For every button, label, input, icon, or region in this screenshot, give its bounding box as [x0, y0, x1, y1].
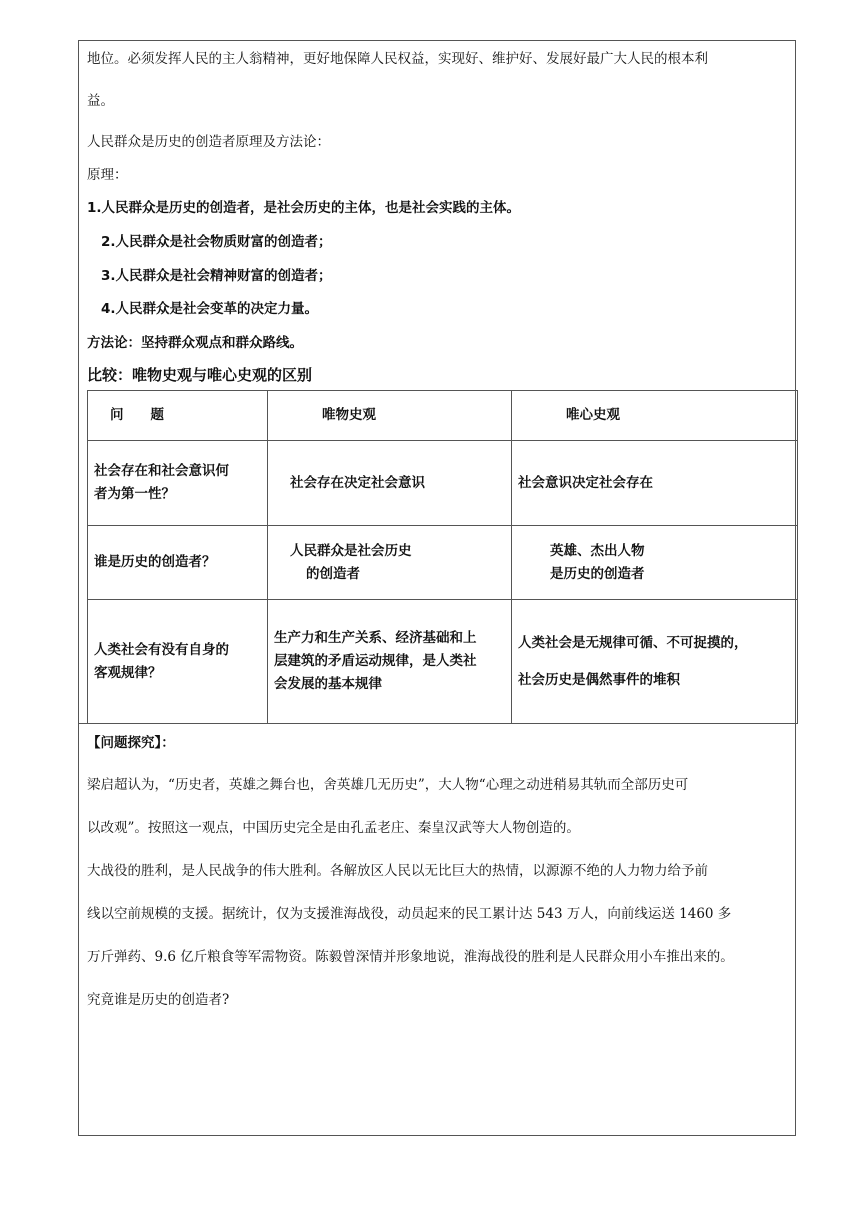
row2-materialism-line-1: 人民群众是社会历史	[290, 542, 412, 559]
principle-label: 原理：	[87, 167, 128, 183]
row2-idealism-line-1: 英雄、杰出人物	[550, 542, 645, 559]
section-divider	[79, 723, 795, 724]
row3-idealism	[512, 600, 798, 724]
inquiry-line-2: 以改观”。按照这一观点，中国历史完全是由孔孟老庄、秦皇汉武等大人物创造的。	[87, 820, 580, 836]
row2-idealism	[512, 526, 798, 600]
inquiry-line-6: 究竟谁是历史的创造者?	[87, 992, 230, 1008]
inquiry-line-5: 万斤弹药、9.6 亿斤粮食等军需物资。陈毅曾深情并形象地说，淮海战役的胜利是人民群众用小车推出来的。	[87, 949, 734, 965]
principle-item-4: 4.人民群众是社会变革的决定力量。	[101, 301, 319, 317]
row3-materialism-line-1: 生产力和生产关系、经济基础和上	[274, 630, 477, 646]
row1-question	[88, 441, 268, 526]
table-row	[88, 441, 798, 526]
principle-item-1: 1.人民群众是历史的创造者，是社会历史的主体，也是社会实践的主体。	[87, 200, 521, 216]
row3-materialism-line-3: 会发展的基本规律	[274, 676, 382, 692]
table-header-row	[88, 391, 798, 441]
comparison-title: 比较：唯物史观与唯心史观的区别	[87, 366, 313, 384]
table-row	[88, 600, 798, 724]
inquiry-line-4: 线以空前规模的支援。据统计，仅为支援淮海战役，动员起来的民工累计达 543 万人，向前线运送 1460 多	[87, 906, 732, 922]
row3-idealism-line-2: 社会历史是偶然事件的堆积	[518, 671, 680, 688]
principle-item-2: 2.人民群众是社会物质财富的创造者；	[101, 234, 332, 250]
intro-line-1: 地位。必须发挥人民的主人翁精神，更好地保障人民权益，实现好、维护好、发展好最广大人民的根本利	[87, 51, 708, 67]
header-question: 问 题	[88, 391, 268, 441]
header-materialism: 唯物史观	[268, 391, 512, 441]
principle-item-3: 3.人民群众是社会精神财富的创造者；	[101, 268, 332, 284]
comparison-table	[87, 390, 798, 724]
row1-question-line-1: 社会存在和社会意识何	[94, 463, 229, 479]
row1-idealism	[512, 441, 798, 526]
row3-question-line-2: 客观规律？	[94, 664, 162, 681]
row2-materialism-line-2: 的创造者	[306, 565, 360, 582]
row2-question-line-1: 谁是历史的创造者？	[94, 554, 216, 570]
row2-materialism	[268, 526, 512, 600]
row3-materialism	[268, 600, 512, 724]
inquiry-line-1: 梁启超认为，“历史者，英雄之舞台也，舍英雄几无历史”，大人物“心理之动进稍易其轨而全部历史可	[87, 777, 689, 793]
row1-materialism-line-1: 社会存在决定社会意识	[290, 474, 425, 491]
inquiry-title: 【问题探究】：	[87, 735, 175, 751]
row3-question-line-1: 人类社会有没有自身的	[94, 641, 229, 658]
principle-title: 人民群众是历史的创造者原理及方法论：	[87, 134, 330, 150]
document-frame	[78, 40, 796, 1136]
row2-idealism-line-2: 是历史的创造者	[550, 565, 645, 582]
method-line: 方法论：坚持群众观点和群众路线。	[87, 335, 303, 351]
header-idealism: 唯心史观	[512, 391, 798, 441]
inquiry-line-3: 大战役的胜利，是人民战争的伟大胜利。各解放区人民以无比巨大的热情，以源源不绝的人力物力给予前	[87, 863, 708, 879]
row2-question	[88, 526, 268, 600]
row3-question	[88, 600, 268, 724]
row1-question-line-2: 者为第一性？	[94, 486, 175, 502]
table-row	[88, 526, 798, 600]
row1-idealism-line-1: 社会意识决定社会存在	[518, 474, 653, 491]
row3-idealism-line-1: 人类社会是无规律可循、不可捉摸的，	[518, 634, 748, 651]
row1-materialism	[268, 441, 512, 526]
intro-line-2: 益。	[87, 93, 114, 109]
row3-materialism-line-2: 层建筑的矛盾运动规律，是人类社	[274, 653, 477, 669]
